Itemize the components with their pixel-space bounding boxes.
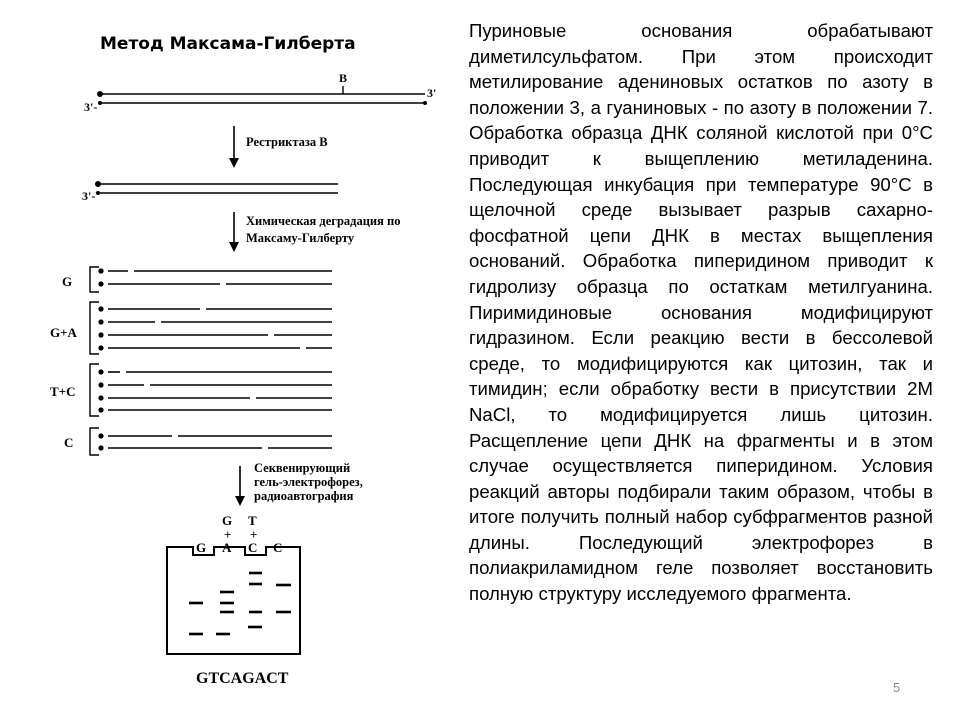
maxam-gilbert-diagram [0, 0, 460, 720]
page-number: 5 [893, 680, 901, 695]
gel-header-plus-2: + [250, 527, 258, 542]
step-restriction-label: Рестриктаза В [246, 135, 328, 149]
step-electrophoresis-label-line3: радиоавтография [254, 489, 354, 503]
gel-well-g: G [196, 540, 207, 555]
lane-label-ga: G+A [50, 325, 77, 340]
lane-tc-fragments [50, 364, 332, 416]
step-degradation-label-line2: Максаму-Гилберту [246, 231, 355, 245]
gel-well-c2: C [273, 540, 283, 555]
step-electrophoresis-label-line2: гель-электрофорез, [254, 475, 363, 489]
lane-label-tc: T+C [50, 384, 76, 399]
gel-well-a: A [222, 540, 232, 555]
gel-bands [189, 573, 291, 634]
step-degradation-label-line1: Химическая деградация по [246, 214, 401, 228]
dna-fragment-cut [82, 181, 338, 203]
arrow-down-icon [235, 466, 245, 506]
three-prime-end-left: 3'- [84, 100, 98, 114]
step-electrophoresis-label-line1: Секвенирующий [254, 461, 351, 475]
label-dot [97, 91, 103, 97]
description-text: Пуриновые основания обрабатывают диметилсульфатом. При этом происходит метилирование адениновых остатков по азоту в положении 3, а гуаниновых - по азоту в положении 7. Обработка образца ДНК соляной кислотой при 0°С приводит к выщеплению метиладенина. Последующая инкубация при температуре 90°С в щелочной среде вызывает разрыв сахарно-фосфатной цепи ДНК в местах выщепления оснований. Обработка пиперидином приводит к гидролизу образца по остаткам метилгуанина. Пиримидиновые основания модифицируют гидразином. Если реакцию вести в бессолевой среде, то модифицируются как цитозин, так и тимидин; если обработку вести в присутствии 2М NaCl, то модифицируется лишь цитозин. Расщепление цепи ДНК на фрагменты и в этом случае осуществляется пиперидином. Условия реакций авторы подбирали таким образом, чтобы в итоге получить полный набор субфрагментов разной длины. Последующий электрофорез в полиакриламидном геле позволяет восстановить полную структуру исследуемого фрагмента. [469, 20, 933, 605]
lane-c-fragments [64, 428, 332, 455]
gel-header-t: T [248, 513, 257, 528]
dna-fragment-full [84, 71, 436, 114]
slide-title: Метод Максама-Гилберта [100, 34, 356, 54]
arrow-down-icon [229, 212, 239, 252]
sequencing-gel [167, 540, 300, 654]
restriction-site-label: B [339, 71, 348, 85]
three-prime-end-right: 3' [427, 86, 437, 100]
gel-well-c1: C [248, 540, 258, 555]
lane-ga-fragments [50, 302, 332, 354]
gel-header-g: G [222, 513, 233, 528]
lane-label-c: C [64, 435, 74, 450]
lane-label-g: G [62, 274, 73, 289]
gel-header-plus-1: + [224, 527, 232, 542]
lane-g-fragments [62, 267, 332, 292]
arrow-down-icon [229, 126, 239, 168]
sequence-readout: GTCAGACT [196, 670, 289, 687]
three-prime-end-left-second: 3'- [82, 189, 96, 203]
